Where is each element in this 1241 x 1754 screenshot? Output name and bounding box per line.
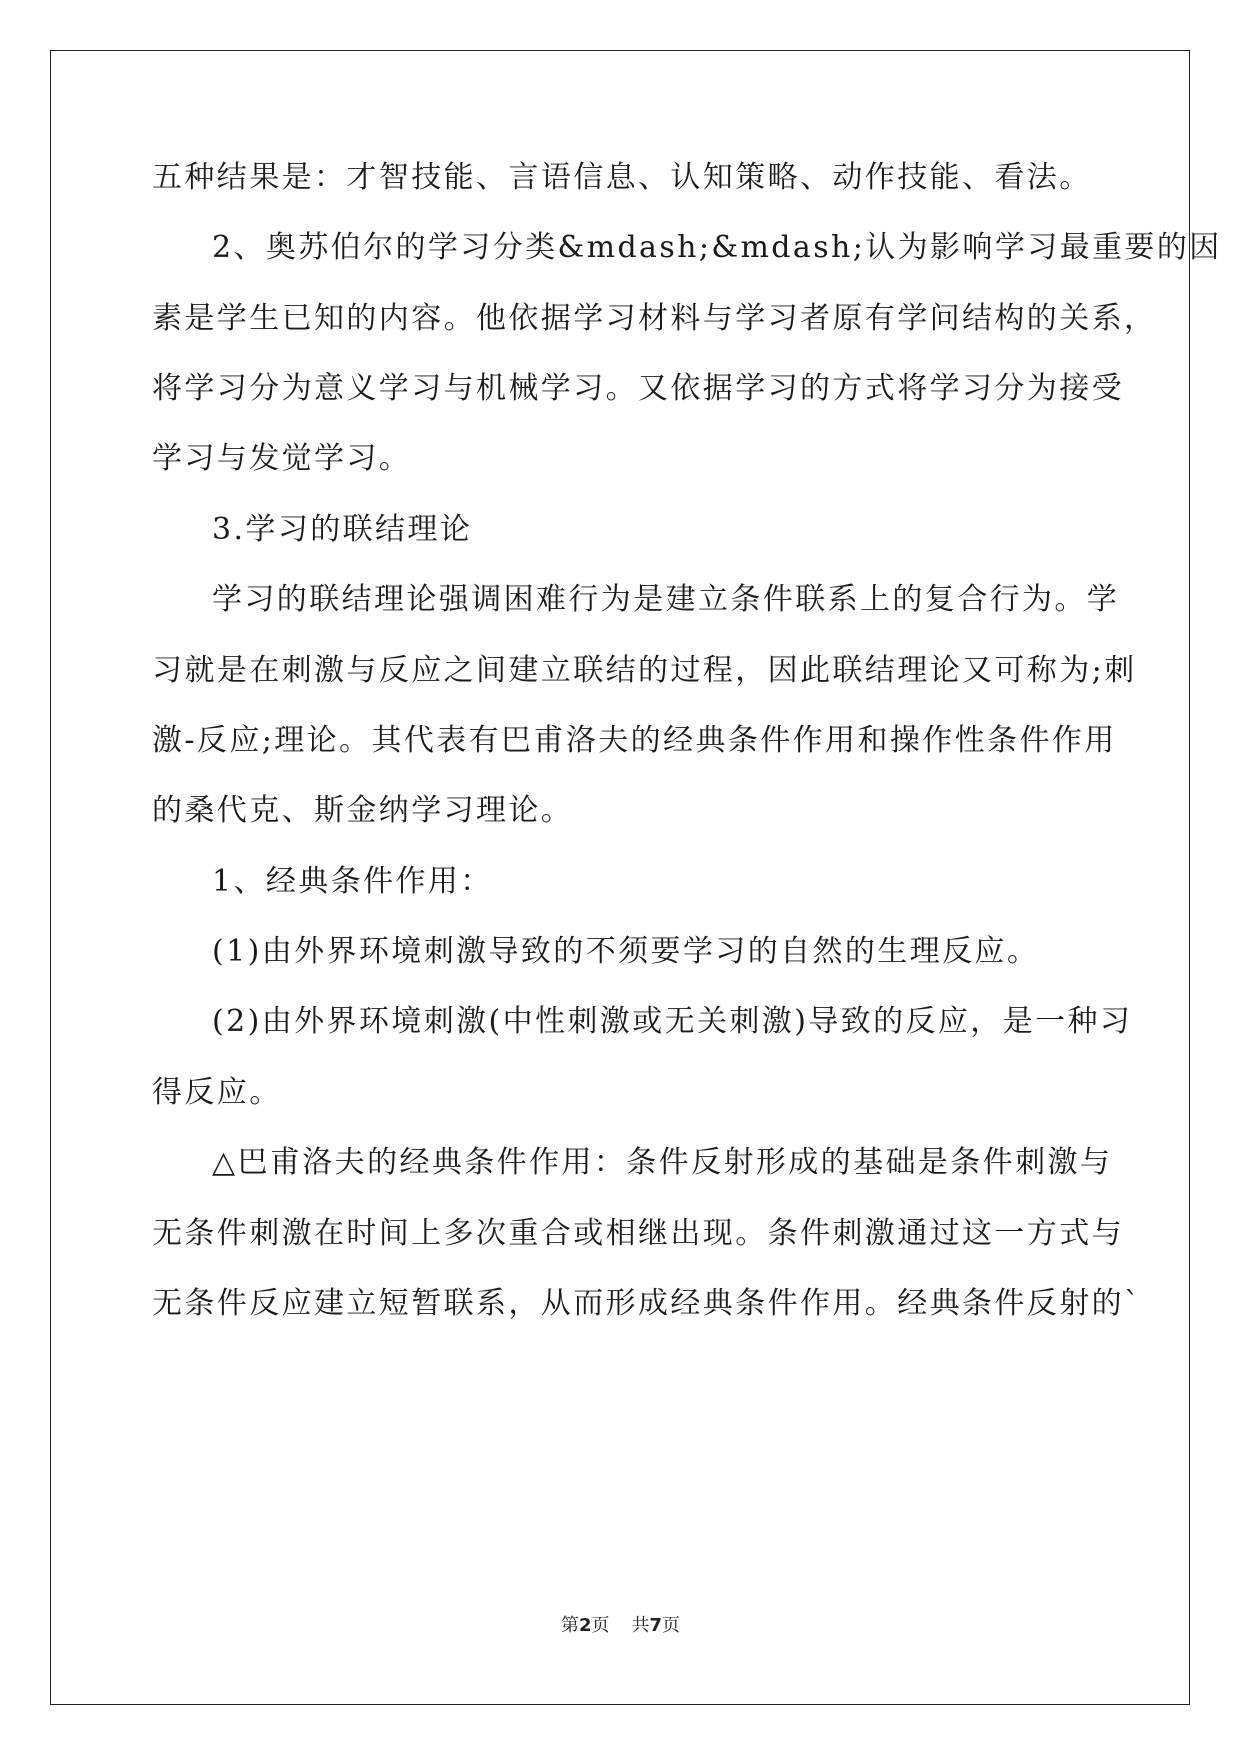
text-line: 无条件刺激在时间上多次重合或相继出现。条件刺激通过这一方式与 <box>152 1216 1124 1251</box>
text-line: 学习与发觉学习。 <box>152 441 412 476</box>
text-line: 的桑代克、斯金纳学习理论。 <box>152 793 574 828</box>
total-prefix: 共 <box>631 1615 650 1636</box>
list-item: (2)由外界环境刺激(中性刺激或无关刺激)导致的反应，是一种习 <box>212 1004 1133 1039</box>
text-line: 2、奥苏伯尔的学习分类&mdash;&mdash;认为影响学习最重要的因 <box>212 230 1222 265</box>
text-line: 习就是在刺激与反应之间建立联结的过程，因此联结理论又可称为;刺 <box>152 653 1137 688</box>
list-item: (1)由外界环境刺激导致的不须要学习的自然的生理反应。 <box>212 934 1040 969</box>
total-suffix: 页 <box>662 1615 681 1636</box>
page-suffix: 页 <box>591 1615 610 1636</box>
text-line: 学习的联结理论强调困难行为是建立条件联系上的复合行为。学 <box>212 582 1120 617</box>
text-line: 将学习分为意义学习与机械学习。又依据学习的方式将学习分为接受 <box>152 371 1124 406</box>
total-page-number: 7 <box>649 1615 663 1636</box>
page-footer <box>0 1614 1241 1638</box>
page-prefix: 第 <box>560 1615 579 1636</box>
section-heading: 3.学习的联结理论 <box>212 512 473 547</box>
text-line: 无条件反应建立短暂联系，从而形成经典条件作用。经典条件反射的` <box>152 1286 1142 1321</box>
current-page-number: 2 <box>578 1615 592 1636</box>
text-line: 素是学生已知的内容。他依据学习材料与学习者原有学问结构的关系， <box>152 301 1157 336</box>
subheading: 1、经典条件作用： <box>212 864 493 899</box>
text-line: 激-反应;理论。其代表有巴甫洛夫的经典条件作用和操作性条件作用 <box>152 723 1117 758</box>
text-line: △巴甫洛夫的经典条件作用：条件反射形成的基础是条件刺激与 <box>212 1145 1113 1180</box>
text-line: 五种结果是：才智技能、言语信息、认知策略、动作技能、看法。 <box>152 160 1092 195</box>
text-line: 得反应。 <box>152 1075 282 1110</box>
